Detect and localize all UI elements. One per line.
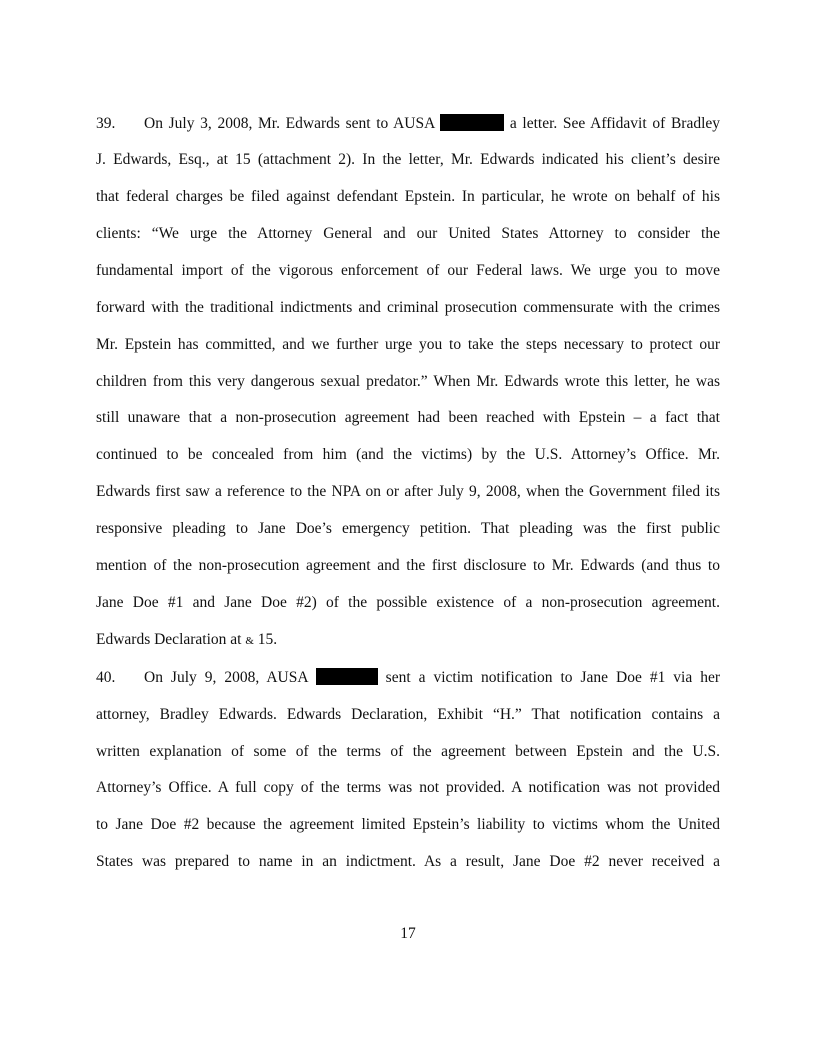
text-segment: 15. [257,631,278,648]
text-segment: On July 9, 2008, AUSA [144,669,308,686]
text-line: fundamental import of the vigorous enforcement of our Federal laws. We urge you to move [96,262,720,279]
text-line: continued to be concealed from him (and the victims) by the U.S. Attorney’s Office. Mr. [96,446,720,463]
text-segment: a letter. See Affidavit of Bradley [509,115,721,132]
paragraph-number: 40. [96,669,116,686]
text-line: still unaware that a non-prosecution agreement had been reached with Epstein – a fact that [96,409,720,426]
redaction-box [440,114,504,131]
text-line [96,668,720,688]
text-line: Attorney’s Office. A full copy of the terms was not provided. A notification was not provided [96,779,720,796]
text-line [96,114,720,134]
text-line: that federal charges be filed against defendant Epstein. In particular, he wrote on behalf of his [96,188,720,205]
text-line: attorney, Bradley Edwards. Edwards Declaration, Exhibit “H.” That notification contains a [96,706,720,723]
redaction-box [316,668,378,685]
page-number: 17 [400,925,416,942]
text-line: J. Edwards, Esq., at 15 (attachment 2). In the letter, Mr. Edwards indicated his client’s desire [96,151,720,168]
paragraph-number: 39. [96,115,116,132]
text-line: Edwards first saw a reference to the NPA on or after July 9, 2008, when the Government filed its [96,483,720,500]
text-line: responsive pleading to Jane Doe’s emergency petition. That pleading was the first public [96,520,720,537]
text-segment: Edwards Declaration at [96,631,242,648]
text-line: Mr. Epstein has committed, and we further urge you to take the steps necessary to protect our [96,336,720,353]
text-line: States was prepared to name in an indictment. As a result, Jane Doe #2 never received a [96,853,720,870]
paragraph-symbol: & [245,635,254,647]
text-line: children from this very dangerous sexual predator.” When Mr. Edwards wrote this letter, he was [96,373,720,390]
text-segment: On July 3, 2008, Mr. Edwards sent to AUSA [144,115,435,132]
text-line: Jane Doe #1 and Jane Doe #2) of the possible existence of a non-prosecution agreement. [96,594,720,611]
text-line [96,630,720,650]
text-line: mention of the non-prosecution agreement and the first disclosure to Mr. Edwards (and thus to [96,557,720,574]
text-line: written explanation of some of the terms of the agreement between Epstein and the U.S. [96,743,720,760]
text-line: clients: “We urge the Attorney General and our United States Attorney to consider the [96,225,720,242]
text-line: forward with the traditional indictments and criminal prosecution commensurate with the crimes [96,299,720,316]
text-line: to Jane Doe #2 because the agreement limited Epstein’s liability to victims whom the United [96,816,720,833]
text-segment: sent a victim notification to Jane Doe #1 via her [385,669,721,686]
